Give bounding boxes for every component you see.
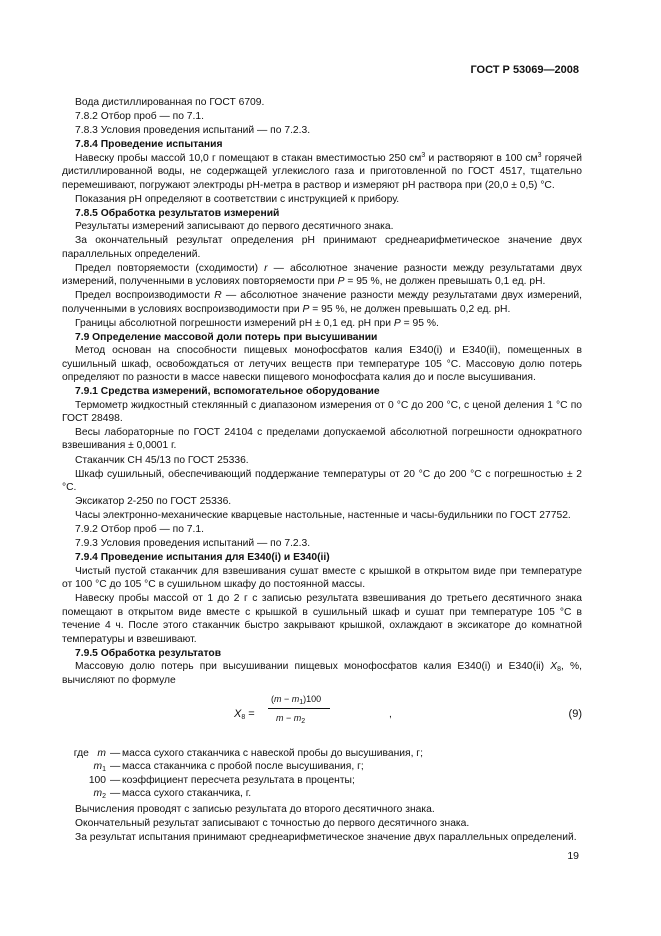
heading-7-9-5: 7.9.5 Обработка результатов (75, 647, 222, 659)
paragraph-7-9-4-sample: Навеску пробы массой от 1 до 2 г с записью результата взвешивания до третьего десятичного знака помещают в открытом виде вместе с крышкой в сушильный шкаф и сушат при температуре 105 °С в течение 4 ч. После этого стаканчик быстро закрывают крышкой, охлаждают в эксикаторе до комнатной температуры и взвешивают. (62, 593, 582, 645)
sampling-item-7-9-2: 7.9.2 Отбор проб — по 7.1. (75, 524, 204, 536)
definition-dash: — (110, 788, 121, 800)
formula-comma: , (389, 708, 392, 720)
paragraph-calc-precision: Вычисления проводят с записью результата до второго десятичного знака. (75, 803, 435, 815)
oven-item: Шкаф сушильный, обеспечивающий поддержание температуры от 20 °С до 200 °С с погрешностью ± 2 °С. (62, 468, 582, 493)
paragraph-7-9-4-cup: Чистый пустой стаканчик для взвешивания сушат вместе с крышкой в открытом виде при температуре от 100 °С до 105 °С в сушильном шкафу до постоянной массы. (62, 565, 582, 591)
heading-7-8-4: 7.8.4 Проведение испытания (75, 139, 223, 151)
scales-item: Весы лабораторные по ГОСТ 24104 с пределами допускаемой абсолютной погрешности однократного взвешивания ± 0,0001 г. (62, 427, 582, 452)
standard-header: ГОСТ Р 53069—2008 (470, 64, 579, 76)
formula-denominator: $m - m_2$ (276, 713, 306, 726)
definition-symbol: m (97, 747, 106, 759)
definition-row: $m_2$ — масса сухого стаканчика, г. (62, 787, 423, 800)
heading-7-8-5: 7.8.5 Обработка результатов измерений (75, 207, 280, 219)
paragraph-final-precision: Окончательный результат записывают с точностью до первого десятичного знака. (75, 817, 470, 829)
formula-numerator: $(m - m_1)100$ (271, 693, 322, 706)
paragraph-7-8-4-readings: Показания pH определяют в соответствии с инструкцией к прибору. (75, 193, 400, 205)
cup-item: Стаканчик СН 45/13 по ГОСТ 25336. (75, 454, 249, 466)
definition-text: масса сухого стаканчика, г. (122, 788, 252, 800)
paragraph-7-8-5-final: За окончательный результат определения pH принимают среднеарифметическое значение двух параллельных определений. (62, 235, 582, 260)
heading-7-9-4: 7.9.4 Проведение испытания для Е340(i) и Е340(ii) (75, 552, 330, 564)
definition-text: масса стаканчика с пробой после высушивания, г; (122, 761, 364, 773)
conditions-item-7-9-3: 7.9.3 Условия проведения испытаний — по 7.2.3. (75, 538, 311, 550)
paragraph-test-result: За результат испытания принимают среднеарифметическое значение двух параллельных определений. (75, 831, 577, 843)
formula-9 (62, 689, 582, 739)
thermometer-item: Термометр жидкостный стеклянный с диапазоном измерения от 0 °С до 200 °С, с ценой деления 1 °С по ГОСТ 28498. (62, 399, 582, 424)
definition-row (62, 747, 423, 760)
formula-number: (9) (568, 707, 582, 720)
page-number: 19 (567, 850, 579, 862)
sampling-item: 7.8.2 Отбор проб — по 7.1. (75, 111, 204, 123)
page-content (62, 96, 582, 845)
definition-text: масса сухого стаканчика с навеской пробы до высушивания, г; (122, 747, 423, 759)
definition-row: $m_1$ — масса стаканчика с пробой после высушивания, г; (62, 760, 423, 773)
definition-symbol: m (93, 788, 103, 800)
heading-7-9: 7.9 Определение массовой доли потерь при высушивании (75, 331, 378, 343)
definition-dash: — (110, 747, 121, 759)
water-item: Вода дистиллированная по ГОСТ 6709. (75, 97, 265, 108)
fraction-bar (268, 708, 330, 709)
paragraph-7-9-5-formula-intro: Массовую долю потерь при высушивании пищевых монофосфатов калия Е340(i) и Е340(ii) $X_8$, %, вычисляют по формуле (62, 661, 582, 686)
paragraph-error-bounds: Границы абсолютной погрешности измерений pH ± 0,1 ед. pH при P = 95 %. (75, 317, 439, 329)
clock-item: Часы электронно-механические кварцевые настольные, настенные и часы-будильники по ГОСТ 27752. (75, 510, 571, 522)
paragraph-7-8-5-record: Результаты измерений записывают до первого десятичного знака. (75, 221, 394, 233)
where-label: где (73, 747, 89, 759)
paragraph-repeatability: Предел повторяемости (сходимости) r — абсолютное значение разности между результатами двух измерений, полученными в условиях повторяемости при P = 95 %, не должен превышать 0,1 ед. pH. (62, 262, 582, 288)
paragraph-7-9-method: Метод основан на способности пищевых монофосфатов калия Е340(i) и Е340(ii), помещенных в сушильный шкаф, освобождаться от летучих веществ при температуре 105 °С. Массовую долю потерь определяют по разности в массе навески пищевого монофосфата калия до и после высушивания. (62, 345, 582, 383)
paragraph-reproducibility: Предел воспроизводимости R — абсолютное значение разности между результатами двух измерений, полученными в условиях воспроизводимости при P = 95 %, не должен превышать 0,2 ед. pH. (62, 290, 582, 315)
definition-text: коэффициент пересчета результата в проценты; (122, 774, 355, 786)
definition-row (62, 774, 423, 787)
definition-symbol: 100 (88, 774, 106, 786)
definition-dash: — (110, 761, 121, 773)
definition-dash: — (110, 774, 121, 786)
desiccator-item: Эксикатор 2-250 по ГОСТ 25336. (75, 496, 232, 508)
heading-7-9-1: 7.9.1 Средства измерений, вспомогательное оборудование (75, 386, 380, 398)
definition-symbol: m (93, 761, 103, 773)
formula-lhs: $X_8$ = (234, 707, 255, 721)
variable-definitions (62, 747, 423, 801)
paragraph-7-8-4-sample: Навеску пробы массой 10,0 г помещают в стакан вместимостью 250 $см^3$ и растворяют в 100 $см^3$ горячей дистиллированной воды, не содержащей углекислого газа и приготовленной по ГОСТ 4517, тщательно перемешивают, погружают электроды pH-метра в раствор и измеряют pH раствора при (20,0 ± 0,5) °С. (62, 151, 583, 191)
conditions-item: 7.8.3 Условия проведения испытаний — по 7.2.3. (75, 125, 311, 137)
formula-fraction (268, 693, 390, 726)
